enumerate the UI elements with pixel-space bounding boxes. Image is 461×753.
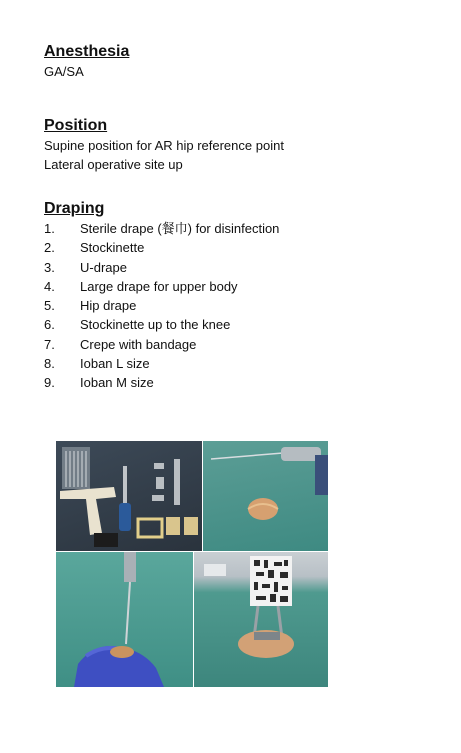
list-number: 1. — [44, 221, 55, 236]
list-number: 6. — [44, 317, 55, 333]
list-item — [44, 296, 279, 315]
list-text: Ioban L size — [80, 356, 150, 372]
list-text: Stockinette — [80, 240, 145, 256]
list-item — [44, 335, 279, 354]
draping-heading: Draping — [44, 200, 105, 217]
photo-collage — [56, 441, 328, 687]
position-line: Supine position for AR hip reference point — [44, 138, 284, 153]
list-text: Stockinette up to the knee — [80, 317, 231, 333]
list-text: Crepe with bandage — [80, 336, 197, 352]
list-text: U-drape — [80, 259, 127, 275]
list-number: 7. — [44, 336, 55, 352]
position-heading: Position — [44, 117, 108, 134]
anesthesia-section — [44, 42, 129, 81]
draping-list — [44, 219, 279, 393]
list-item — [44, 354, 279, 373]
list-item — [44, 258, 279, 277]
list-item — [44, 315, 279, 334]
list-item — [44, 238, 279, 257]
list-number: 3. — [44, 259, 55, 275]
list-number: 5. — [44, 298, 55, 314]
list-number: 8. — [44, 356, 55, 372]
anesthesia-heading: Anesthesia — [44, 43, 130, 60]
list-number: 2. — [44, 240, 55, 256]
list-text: Sterile drape (餐巾) for disinfection — [80, 221, 280, 236]
list-number: 4. — [44, 278, 55, 294]
drill-photo — [203, 441, 328, 551]
glove-photo — [56, 552, 193, 687]
list-number: 9. — [44, 375, 55, 391]
draping-section — [44, 199, 279, 393]
marker-photo — [194, 552, 328, 687]
instruments-photo — [56, 441, 202, 551]
list-item — [44, 219, 279, 238]
list-text: Hip drape — [80, 298, 137, 314]
list-item — [44, 277, 279, 296]
position-line: Lateral operative site up — [44, 157, 183, 172]
anesthesia-line: GA/SA — [44, 64, 84, 79]
position-section — [44, 116, 284, 174]
list-text: Large drape for upper body — [80, 278, 238, 294]
list-text: Ioban M size — [80, 375, 154, 391]
list-item — [44, 373, 279, 392]
